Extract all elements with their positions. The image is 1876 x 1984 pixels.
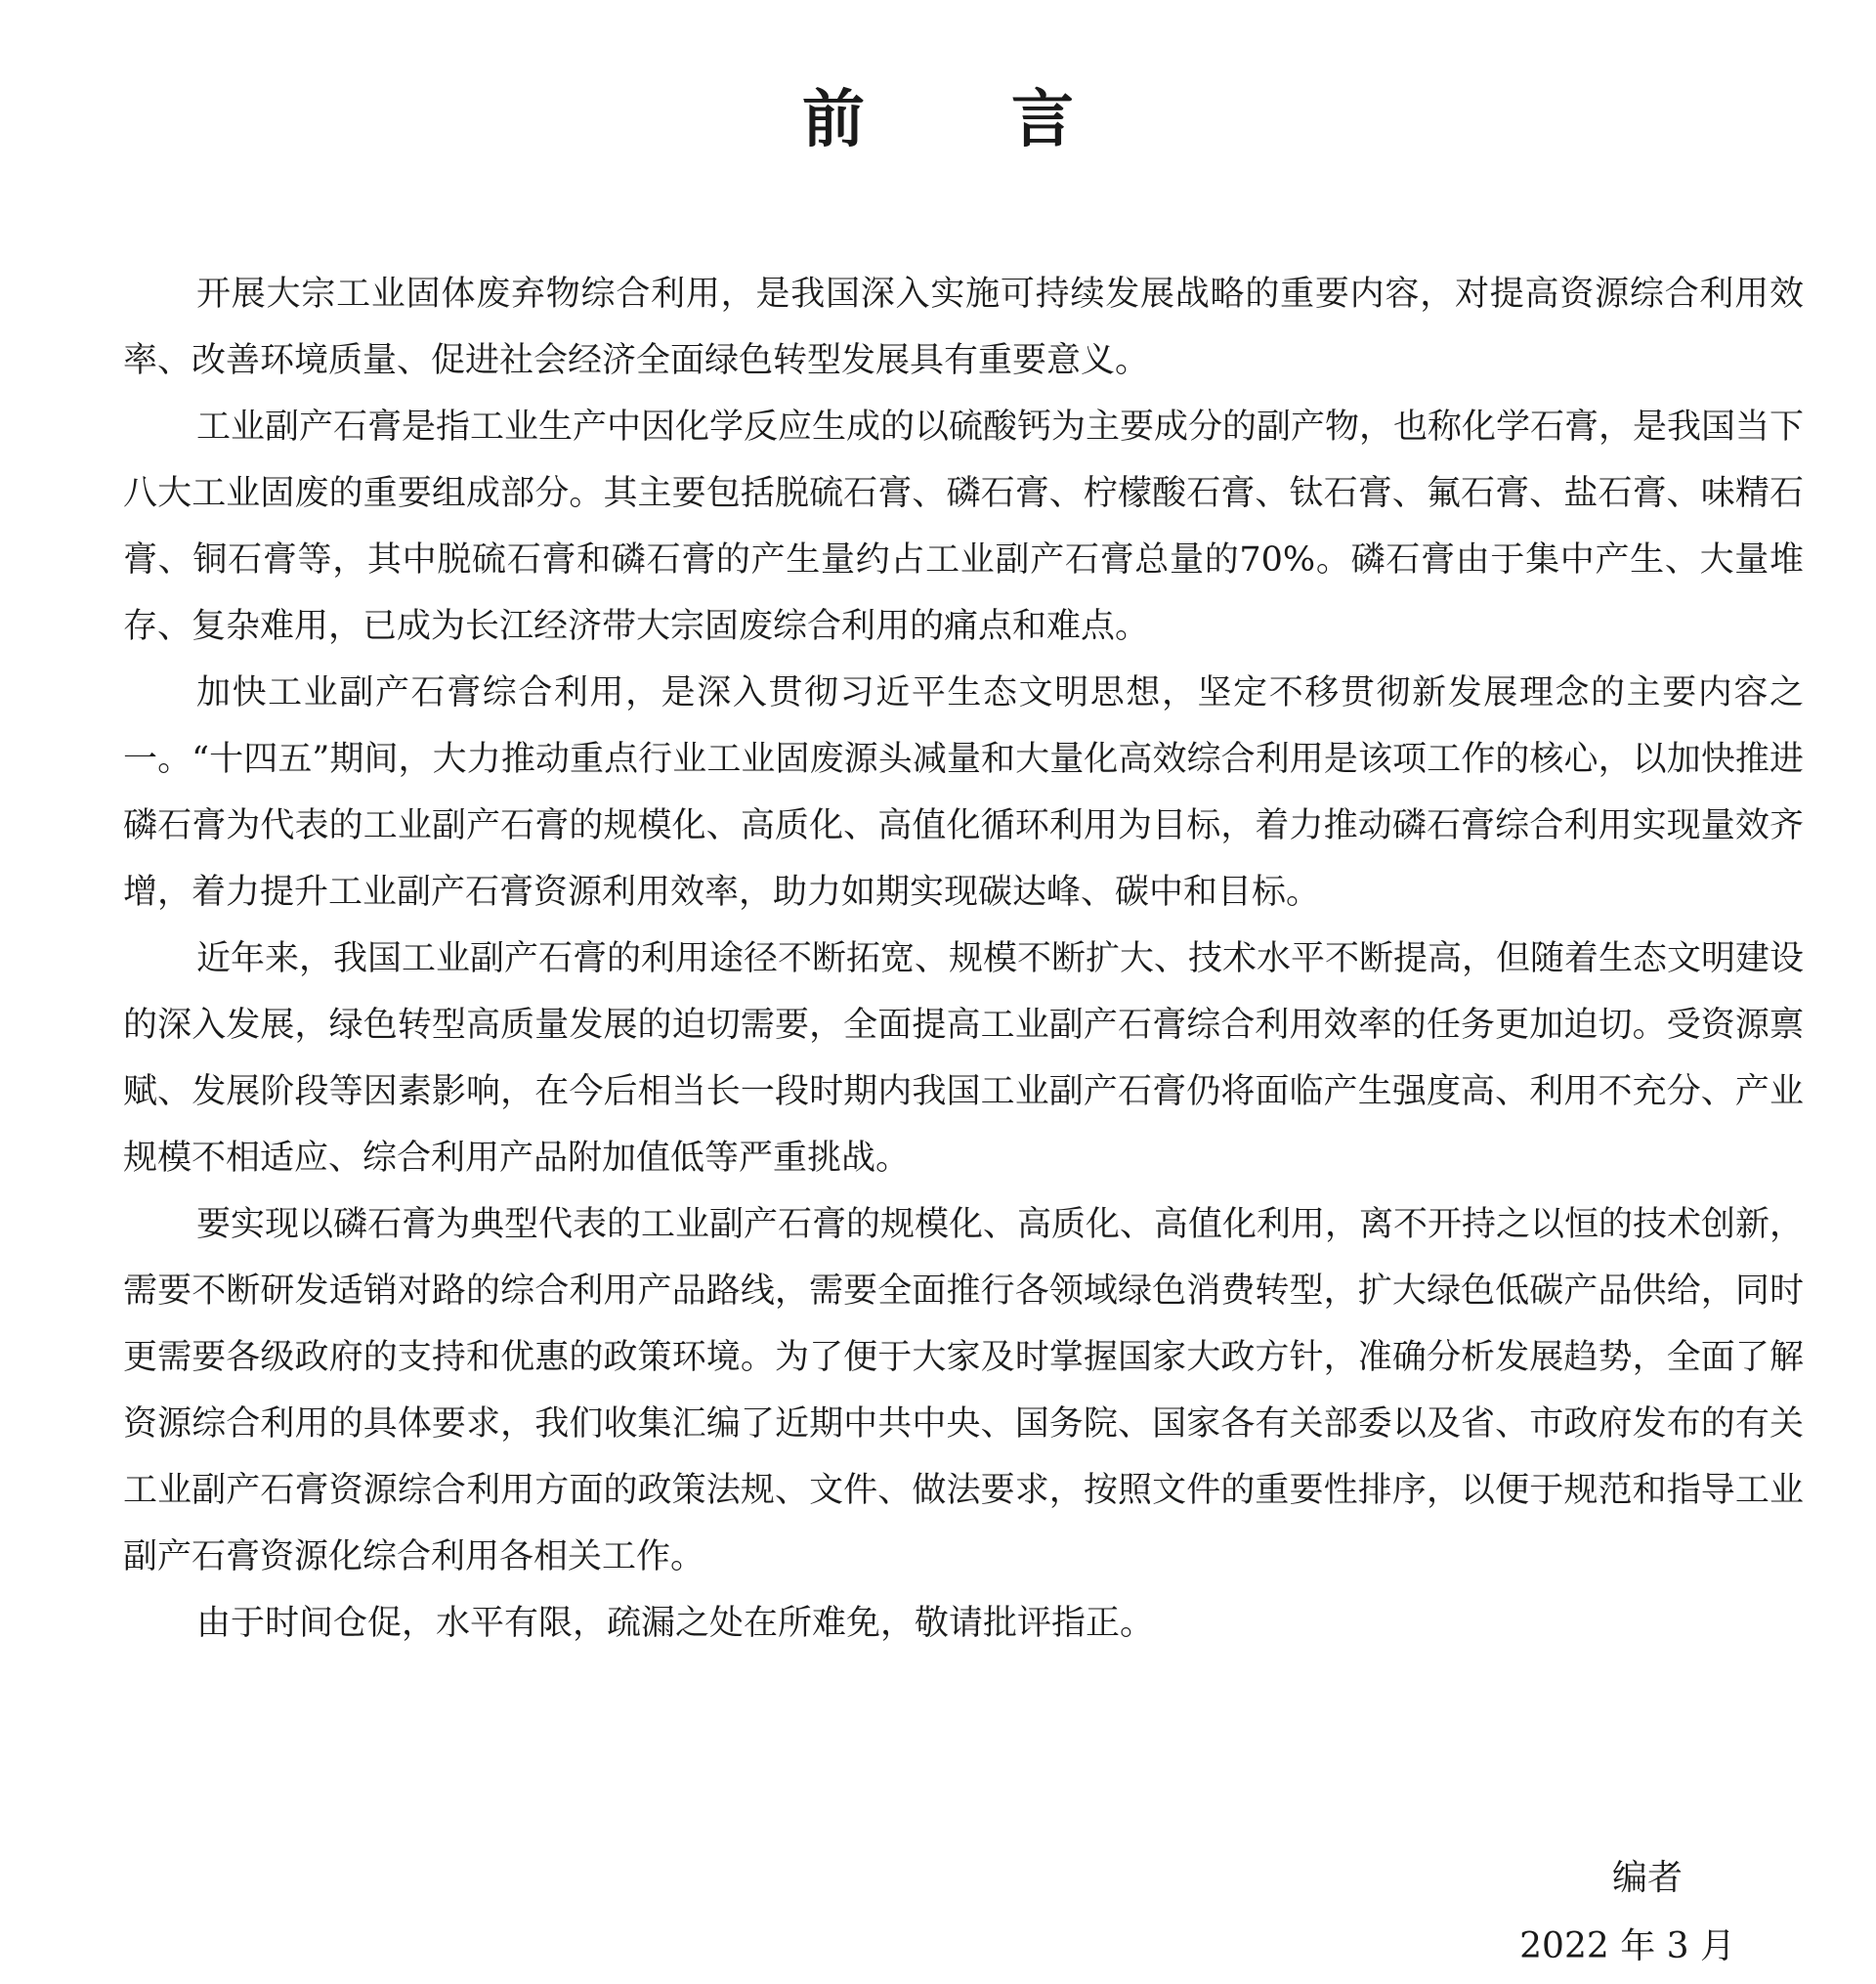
paragraph-2: 工业副产石膏是指工业生产中因化学反应生成的以硫酸钙为主要成分的副产物，也称化学石膏，是我国当下八大工业固废的重要组成部分。其主要包括脱硫石膏、磷石膏、柠檬酸石膏、钛石膏、氟石膏、盐石膏、味精石膏、铜石膏等，其中脱硫石膏和磷石膏的产生量约占工业副产石膏总量的70%。磷石膏由于集中产生、大量堆存、复杂难用，已成为长江经济带大宗固废综合利用的痛点和难点。	[123, 408, 1805, 646]
preface-body	[123, 261, 1804, 1657]
paragraph-6: 由于时间仓促，水平有限，疏漏之处在所难免，敬请批评指正。	[196, 1604, 1155, 1643]
paragraph-5: 要实现以磷石膏为典型代表的工业副产石膏的规模化、高质化、高值化利用，离不开持之以恒的技术创新，需要不断研发适销对路的综合利用产品路线，需要全面推行各领域绿色消费转型，扩大绿色低碳产品供给，同时更需要各级政府的支持和优惠的政策环境。为了便于大家及时掌握国家大政方针，准确分析发展趋势，全面了解资源综合利用的具体要求，我们收集汇编了近期中共中央、国务院、国家各有关部委以及省、市政府发布的有关工业副产石膏资源综合利用方面的政策法规、文件、做法要求，按照文件的重要性排序，以便于规范和指导工业副产石膏资源化综合利用各相关工作。	[123, 1205, 1805, 1576]
signature-block	[1466, 1844, 1759, 1981]
title-char-2: 言	[1011, 82, 1074, 156]
paragraph-4: 近年来，我国工业副产石膏的利用途径不断拓宽、规模不断扩大、技术水平不断提高，但随着生态文明建设的深入发展，绿色转型高质量发展的迫切需要，全面提高工业副产石膏综合利用效率的任务更加迫切。受资源禀赋、发展阶段等因素影响，在今后相当长一段时期内我国工业副产石膏仍将面临产生强度高、利用不充分、产业规模不相适应、综合利用产品附加值低等严重挑战。	[123, 939, 1805, 1178]
title-char-1: 前	[802, 82, 865, 156]
page-title	[0, 83, 1876, 157]
paragraph-1: 开展大宗工业固体废弃物综合利用，是我国深入实施可持续发展战略的重要内容，对提高资源综合利用效率、改善环境质量、促进社会经济全面绿色转型发展具有重要意义。	[123, 275, 1804, 380]
paragraph-3: 加快工业副产石膏综合利用，是深入贯彻习近平生态文明思想，坚定不移贯彻新发展理念的主要内容之一。“十四五”期间，大力推动重点行业工业固废源头减量和大量化高效综合利用是该项工作的核心，以加快推进磷石膏为代表的工业副产石膏的规模化、高质化、高值化循环利用为目标，着力推动磷石膏综合利用实现量效齐增，着力提升工业副产石膏资源利用效率，助力如期实现碳达峰、碳中和目标。	[123, 673, 1804, 912]
signature-editor: 编者	[1611, 1858, 1683, 1898]
signature-date: 2022 年 3 月	[1519, 1926, 1735, 1966]
